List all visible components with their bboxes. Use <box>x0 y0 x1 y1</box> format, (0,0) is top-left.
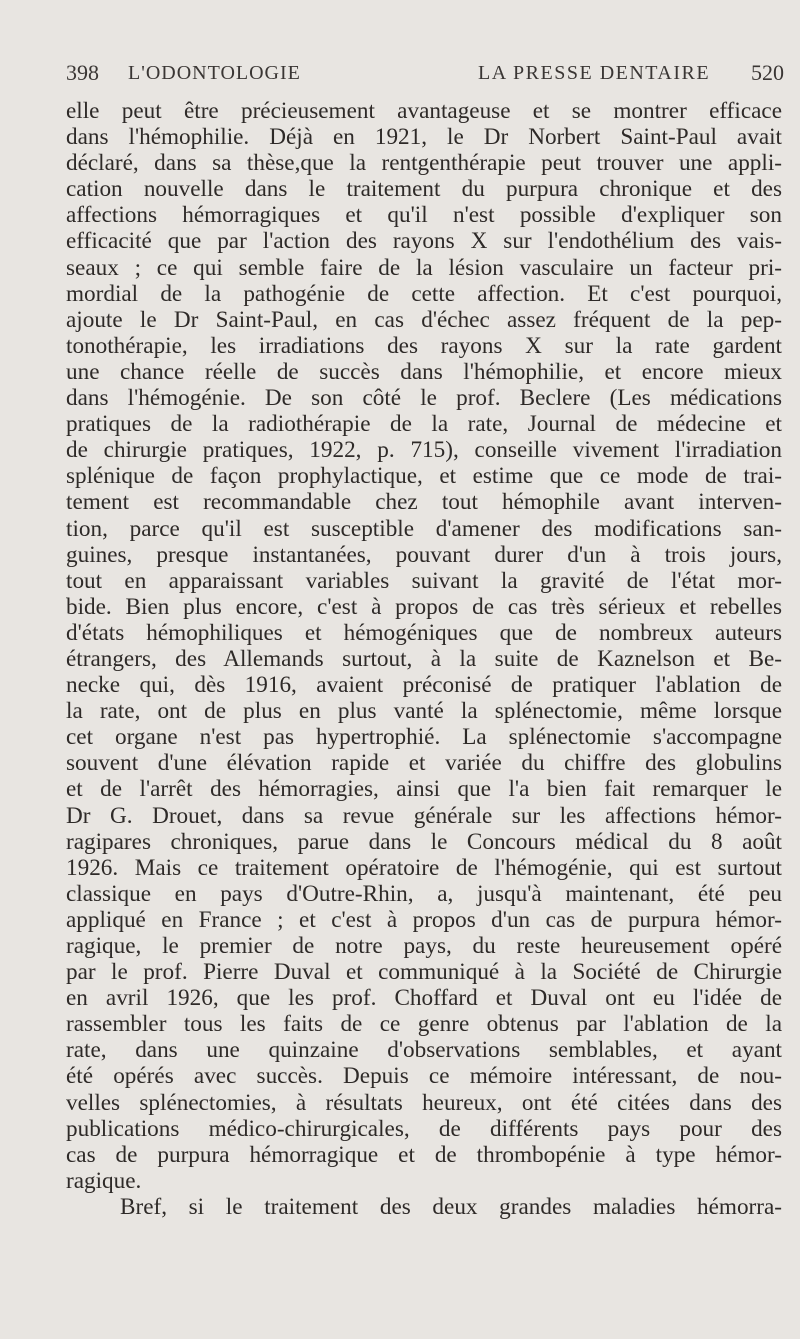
running-header <box>66 60 784 90</box>
text-line: déclaré, dans sa thèse,que la rentgenthérapie peut trouver une appli- <box>66 150 782 177</box>
text-line: une chance réelle de succès dans l'hémophilie, et encore mieux <box>66 358 782 385</box>
text-line: 1926. Mais ce traitement opératoire de l'hémogénie, qui est surtout <box>66 854 782 881</box>
text-line: Bref, si le traitement des deux grandes maladies hémorra- <box>120 1193 782 1220</box>
text-line: souvent d'une élévation rapide et variée du chiffre des globulins <box>66 750 782 777</box>
text-line: d'états hémophiliques et hémogéniques que de nombreux auteurs <box>66 619 782 646</box>
text-line: étrangers, des Allemands surtout, à la suite de Kaznelson et Be- <box>66 645 782 672</box>
text-line: ragique. <box>66 1167 142 1194</box>
text-line: et de l'arrêt des hémorragies, ainsi que l'a bien fait remarquer le <box>66 776 782 803</box>
text-line: necke qui, dès 1916, avaient préconisé de pratiquer l'ablation de <box>66 672 782 699</box>
text-line: la rate, ont de plus en plus vanté la splénectomie, même lorsque <box>66 698 782 725</box>
text-line: tonothérapie, les irradiations des rayons X sur la rate gardent <box>66 332 782 359</box>
text-line: par le prof. Pierre Duval et communiqué à la Société de Chirurgie <box>66 959 782 986</box>
text-line: velles splénectomies, à résultats heureux, ont été citées dans des <box>66 1089 782 1116</box>
text-line: elle peut être précieusement avantageuse et se montrer efficace <box>66 98 782 124</box>
text-line: seaux ; ce qui semble faire de la lésion vasculaire un facteur pri- <box>66 254 782 281</box>
text-line: pratiques de la radiothérapie de la rate, Journal de médecine et <box>66 411 782 438</box>
text-line: ajoute le Dr Saint-Paul, en cas d'échec assez fréquent de la pep- <box>66 306 782 333</box>
journal-title: L'ODONTOLOGIE <box>128 62 301 84</box>
text-line: publications médico-chirurgicales, de différents pays pour des <box>66 1115 782 1142</box>
text-line: dans l'hémogénie. De son côté le prof. Beclere (Les médications <box>66 385 782 412</box>
text-line: rassembler tous les faits de ce genre obtenus par l'ablation de la <box>66 1011 782 1038</box>
text-line: rate, dans une quinzaine d'observations semblables, et ayant <box>66 1037 782 1064</box>
text-line: tout en apparaissant variables suivant la gravité de l'état mor- <box>66 567 782 594</box>
text-line: été opérés avec succès. Depuis ce mémoire intéressant, de nou- <box>66 1063 782 1090</box>
page-number-left: 398 <box>66 60 99 85</box>
text-line: tement est recommandable chez tout hémophile avant interven- <box>66 489 782 516</box>
text-line: en avril 1926, que les prof. Choffard et Duval ont eu l'idée de <box>66 985 782 1012</box>
text-line: cet organe n'est pas hypertrophié. La splénectomie s'accompagne <box>66 724 782 751</box>
text-line: guines, presque instantanées, pouvant durer d'un à trois jours, <box>66 541 782 568</box>
text-line: affections hémorragiques et qu'il n'est possible d'expliquer son <box>66 202 782 229</box>
text-line: de chirurgie pratiques, 1922, p. 715), conseille vivement l'irradiation <box>66 437 782 464</box>
body-text <box>66 98 782 1220</box>
text-line: appliqué en France ; et c'est à propos d'un cas de purpura hémor- <box>66 906 782 933</box>
text-line: dans l'hémophilie. Déjà en 1921, le Dr Norbert Saint-Paul avait <box>66 124 782 151</box>
text-line: Dr G. Drouet, dans sa revue générale sur les affections hémor- <box>66 802 782 829</box>
text-line: mordial de la pathogénie de cette affection. Et c'est pourquoi, <box>66 280 782 307</box>
section-title: LA PRESSE DENTAIRE <box>478 62 711 84</box>
text-line: ragique, le premier de notre pays, du reste heureusement opéré <box>66 933 782 959</box>
text-line: ragipares chroniques, parue dans le Concours médical du 8 août <box>66 828 782 855</box>
text-line: bide. Bien plus encore, c'est à propos de cas très sérieux et rebelles <box>66 593 782 620</box>
text-line: cas de purpura hémorragique et de thrombopénie à type hémor- <box>66 1141 782 1168</box>
text-line: classique en pays d'Outre-Rhin, a, jusqu'à maintenant, été peu <box>66 880 782 907</box>
text-line: efficacité que par l'action des rayons X sur l'endothélium des vais- <box>66 228 782 255</box>
page-number-right: 520 <box>751 60 784 85</box>
text-line: splénique de façon prophylactique, et estime que ce mode de trai- <box>66 463 782 490</box>
text-line: cation nouvelle dans le traitement du purpura chronique et des <box>66 176 782 203</box>
text-line: tion, parce qu'il est susceptible d'amener des modifications san- <box>66 515 782 542</box>
